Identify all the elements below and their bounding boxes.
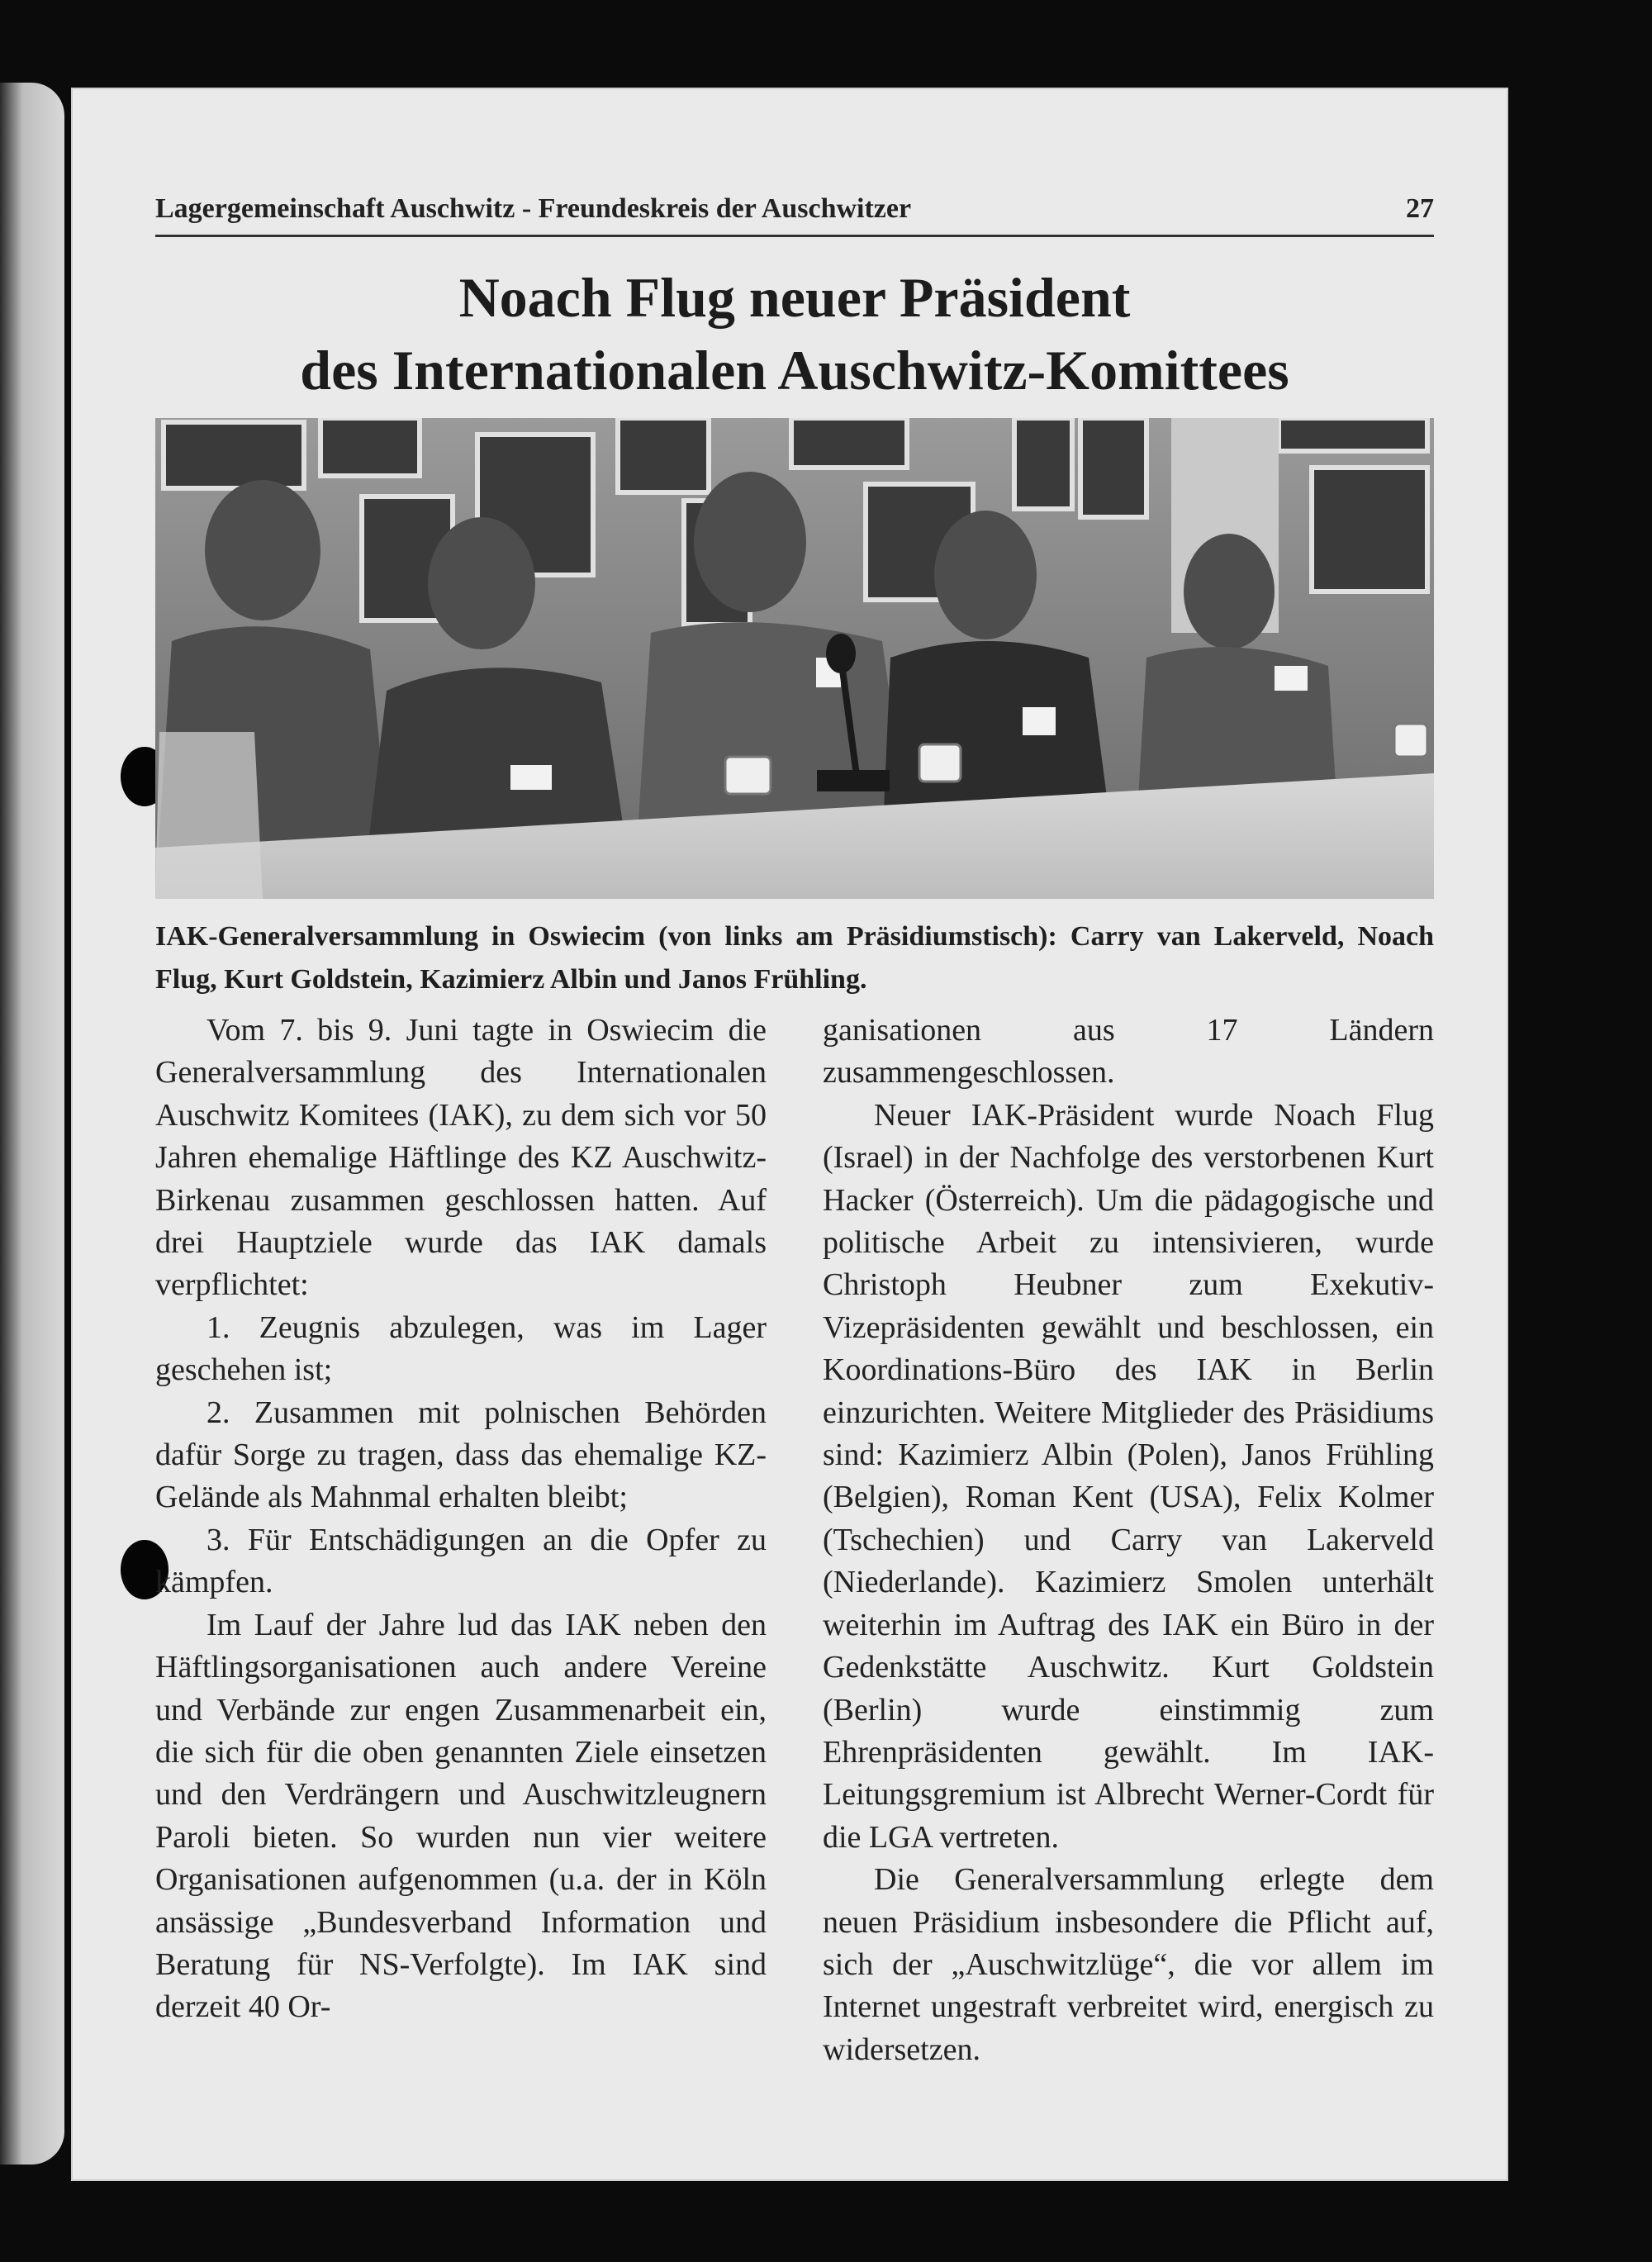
left-paragraph-1: Vom 7. bis 9. Juni tagte in Oswiecim die Generalversammlung des Internationalen Auschwitz Komitees (IAK), zu dem sich vor 50 Jahren ehemalige Häftlinge des KZ Auschwitz-Birkenau zusammen geschlossen hatten. Auf drei Hauptziele wurde das IAK damals verpflichtet:: [155, 1013, 767, 1303]
right-column: [823, 1010, 1434, 2071]
photo-caption: IAK-Generalversammlung in Oswiecim (von links am Präsidiumstisch): Carry van Lakerveld, Noach Flug, Kurt Goldstein, Kazimierz Albin und Janos Frühling.: [155, 921, 1434, 995]
group-photo: [155, 418, 1434, 899]
left-column: [155, 1010, 767, 2029]
page-number: 27: [1406, 193, 1434, 224]
right-paragraph-2: Neuer IAK-Präsident wurde Noach Flug (Israel) in der Nachfolge des verstorbenen Kurt Hacker (Österreich). Um die pädagogische und politische Arbeit zu intensivieren, wurde Christoph Heubner zum Exekutiv-Vizepräsidenten gewählt und beschlossen, ein Koordinations-Büro des IAK in Berlin einzurichten. Weitere Mitglieder des Präsidiums sind: Kazimierz Albin (Polen), Janos Frühling (Belgien), Roman Kent (USA), Felix Kolmer (Tschechien) und Carry van Lakerveld (Niederlande). Kazimierz Smolen unterhält weiterhin im Auftrag des IAK ein Büro in der Gedenkstätte Auschwitz. Kurt Goldstein (Berlin) wurde einstimmig zum Ehrenpräsidenten gewählt. Im IAK-Leitungsgremium ist Albrecht Werner-Cordt für die LGA vertreten.: [823, 1097, 1434, 1855]
header-rule: [155, 235, 1434, 237]
right-paragraph-3: Die Generalversammlung erlegte dem neuen Präsidium insbesondere die Pflicht auf, sich der „Auschwitzlüge“, die vor allem im Internet ungestraft verbreitet wird, energisch zu widersetzen.: [823, 1862, 1434, 2067]
left-paragraph-5: Im Lauf der Jahre lud das IAK neben den Häftlingsorganisationen auch andere Vereine und Verbände zur engen Zusammenarbeit ein, die sich für die oben genannten Ziele einsetzen und den Verdrängern und Auschwitzleugnern Paroli bieten. So wurden nun vier weitere Organisationen aufgenommen (u.a. der in Köln ansässige „Bundesverband Information und Beratung für NS-Verfolgte). Im IAK sind derzeit 40 Or-: [155, 1607, 767, 2025]
left-paragraph-4: 3. Für Entschädigungen an die Opfer zu kämpfen.: [155, 1522, 767, 1600]
running-head: [155, 193, 1434, 225]
right-paragraph-1: ganisationen aus 17 Ländern zusammengeschlossen.: [823, 1013, 1434, 1091]
title-line-1: Noach Flug neuer Präsident: [458, 266, 1131, 329]
title-line-2: des Internationalen Auschwitz-Komittees: [300, 339, 1289, 402]
photo-illustration: [155, 418, 1434, 899]
left-paragraph-3: 2. Zusammen mit polnischen Behörden dafür Sorge zu tragen, dass das ehemalige KZ-Gelände als Mahnmal erhalten bleibt;: [155, 1395, 767, 1515]
article-title: [155, 261, 1434, 406]
magazine-page: [73, 89, 1507, 2179]
running-head-title: Lagergemeinschaft Auschwitz - Freundeskreis der Auschwitzer: [155, 193, 912, 224]
previous-page-edge: [0, 83, 64, 2165]
left-paragraph-2: 1. Zeugnis abzulegen, was im Lager geschehen ist;: [155, 1309, 767, 1388]
